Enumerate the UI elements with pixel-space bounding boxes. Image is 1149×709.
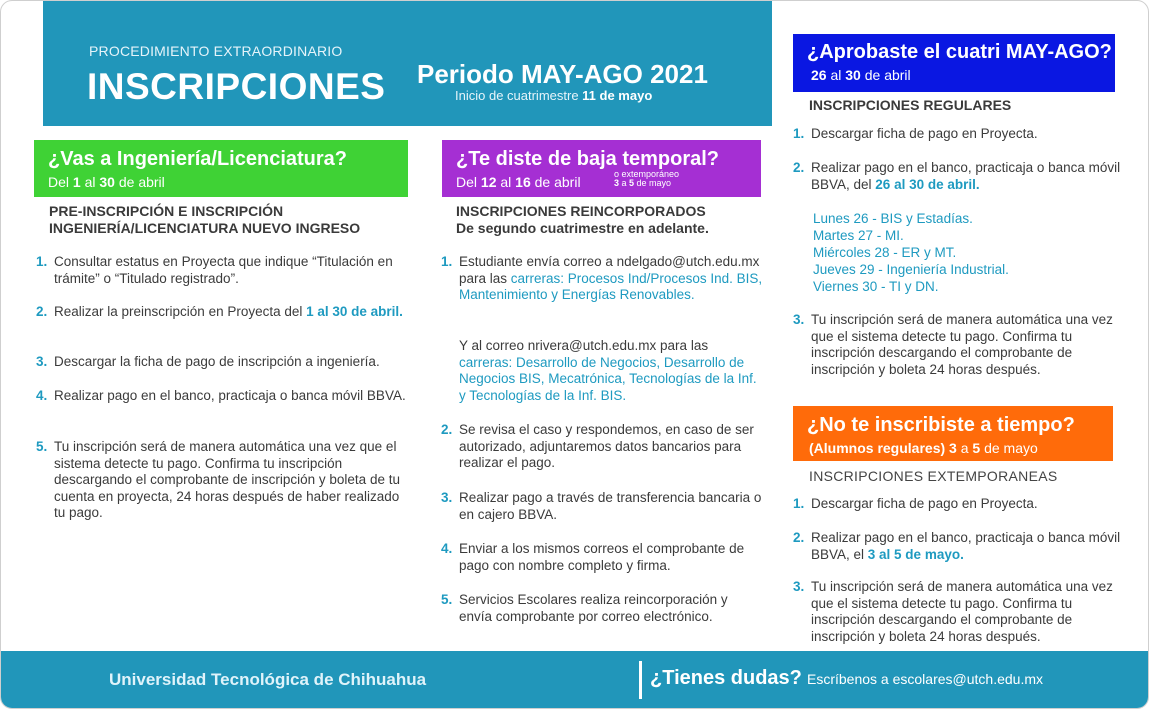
ingenieria-dates xyxy=(48,174,408,190)
regulares-question: ¿Aprobaste el cuatri MAY-AGO? xyxy=(807,41,1112,63)
item-text: Descargar ficha de pago en Proyecta. xyxy=(811,496,1038,511)
extemp-from: 3 xyxy=(614,178,620,188)
item-text: Enviar a los mismos correos el comprobante de pago con nombre completo y firma. xyxy=(459,541,745,573)
schedule-day: Lunes 26 - BIS y Estadías. xyxy=(813,211,973,226)
schedule-day: Viernes 30 - TI y DN. xyxy=(813,279,939,294)
list-item xyxy=(793,496,1123,513)
date-text: al xyxy=(826,67,846,83)
item-text: Tu inscripción será de manera automática una vez que el sistema detecte tu pago. Confirma tu inscripción descargando el comprobante de inscripción y boleta 24 horas después. xyxy=(811,579,1113,644)
baja-section-title xyxy=(456,203,709,237)
item-number: 3. xyxy=(441,490,453,505)
footer-divider xyxy=(639,661,642,699)
date-text: de abril xyxy=(530,174,581,190)
date-text: a xyxy=(956,440,973,456)
extemporaneas-dates xyxy=(807,440,1113,456)
item-number: 4. xyxy=(441,541,453,556)
item-highlight: carreras: Procesos Ind/Procesos Ind. BIS, Mantenimiento y Energías Renovables. xyxy=(459,270,763,302)
item-text-part: Realizar pago en el banco, practicaja o banca móvil BBVA, del xyxy=(811,160,1121,192)
schedule-day: Martes 27 - MI. xyxy=(813,228,904,243)
item-number: 5. xyxy=(36,439,48,454)
date-text: de abril xyxy=(860,67,911,83)
list-item xyxy=(441,422,763,472)
item-text xyxy=(36,304,406,321)
item-text: Consultar estatus en Proyecta que indique “Titulación en trámite” o “Titulado registrado”. xyxy=(54,254,393,286)
extemporaneo-note xyxy=(614,170,679,188)
start-date xyxy=(455,88,652,103)
contact-email[interactable]: Escríbenos a escolares@utch.edu.mx xyxy=(807,671,1043,687)
regulares-section-title: INSCRIPCIONES REGULARES xyxy=(809,97,1012,113)
section-title-line: INSCRIPCIONES REINCORPORADOS xyxy=(456,203,706,219)
item-text: Tu inscripción será de manera automática una vez que el sistema detecte tu pago. Confirma tu inscripción descargando el comprobante de inscripción y boleta de tu cuenta en proyecta, 24 horas después de haber realizado tu pago. xyxy=(54,439,400,520)
item-number: 2. xyxy=(793,160,805,175)
date-to: 30 xyxy=(99,174,115,190)
page-title: INSCRIPCIONES xyxy=(87,66,386,107)
extemp-text: a xyxy=(619,178,630,188)
section-title-line: PRE-INSCRIPCIÓN E INSCRIPCIÓN xyxy=(49,203,284,219)
item-text xyxy=(441,254,763,304)
item-highlight: 3 al 5 de mayo. xyxy=(867,546,964,562)
item-text: Servicios Escolares realiza reincorporación y envía comprobante por correo electrónico. xyxy=(459,592,728,624)
item-text-part: Y al correo nrivera@utch.edu.mx para las xyxy=(459,338,709,353)
extemp-label: o extemporáneo xyxy=(614,169,680,179)
list-item xyxy=(793,530,1123,563)
list-item xyxy=(793,126,1123,143)
item-number: 4. xyxy=(36,388,48,403)
section-title-line: De segundo cuatrimestre en adelante. xyxy=(456,220,709,236)
list-item xyxy=(793,579,1123,645)
extemp-text: de mayo xyxy=(634,178,672,188)
extemporaneas-section-title: INSCRIPCIONES EXTEMPORANEAS xyxy=(809,468,1058,484)
item-text xyxy=(793,160,1123,193)
item-highlight: 1 al 30 de abril. xyxy=(306,304,403,319)
date-to: 16 xyxy=(515,174,531,190)
item-text: Tu inscripción será de manera automática una vez que el sistema detecte tu pago. Confirma tu inscripción descargando el comprobante de inscripción y boleta 24 horas después. xyxy=(811,312,1113,377)
extemporaneas-header xyxy=(793,406,1113,461)
item-number: 3. xyxy=(793,579,805,594)
item-highlight: carreras: Desarrollo de Negocios, Desarrollo de Negocios BIS, Mecatrónica, Tecnologías de la Inf. y Tecnologías de la Inf. BIS. xyxy=(459,354,757,403)
item-number: 2. xyxy=(793,530,805,545)
item-number: 5. xyxy=(441,592,453,607)
questions-label: ¿Tienes dudas? xyxy=(650,667,802,689)
item-text: Descargar ficha de pago en Proyecta. xyxy=(811,126,1038,141)
item-text: Realizar pago en el banco, practicaja o banca móvil BBVA. xyxy=(54,388,406,403)
ingenieria-header xyxy=(34,140,408,197)
date-text: al xyxy=(496,174,516,190)
item-text-part: Realizar la preinscripción en Proyecta del xyxy=(54,304,307,319)
item-number: 1. xyxy=(441,254,453,269)
item-number: 2. xyxy=(441,422,453,437)
schedule-list xyxy=(813,210,1009,295)
regulares-dates xyxy=(807,67,1115,83)
item-number: 3. xyxy=(36,354,48,369)
regulares-header xyxy=(793,34,1115,92)
university-name: Universidad Tecnológica de Chihuahua xyxy=(109,670,427,689)
item-number: 3. xyxy=(793,312,805,327)
date-text: al xyxy=(80,174,100,190)
start-date-value: 11 de mayo xyxy=(582,88,653,103)
date-text: Del xyxy=(48,174,73,190)
list-item xyxy=(793,160,1123,193)
item-number: 1. xyxy=(793,126,805,141)
sub-bold: (Alumnos regulares) xyxy=(809,440,950,456)
list-item xyxy=(441,592,763,625)
item-text-part: Estudiante envía correo a ndelgado@utch.edu.mx para las xyxy=(459,254,760,286)
item-text xyxy=(793,530,1123,563)
list-item xyxy=(36,388,406,405)
list-item xyxy=(441,490,763,523)
extemporaneas-question: ¿No te inscribiste a tiempo? xyxy=(807,414,1075,436)
date-text: de mayo xyxy=(980,440,1038,456)
hero-banner xyxy=(43,1,772,126)
list-item xyxy=(36,254,406,287)
extemp-to: 5 xyxy=(629,178,635,188)
start-prefix: Inicio de cuatrimestre xyxy=(455,88,583,103)
item-text: Se revisa el caso y respondemos, en caso de ser autorizado, adjuntaremos datos bancarios para realizar el pago. xyxy=(459,422,754,470)
baja-header xyxy=(442,140,761,197)
item-number: 1. xyxy=(36,254,48,269)
date-from: 1 xyxy=(72,174,81,190)
baja-dates xyxy=(456,169,761,190)
date-from: 12 xyxy=(480,174,497,190)
list-item xyxy=(36,354,411,371)
ingenieria-section-title xyxy=(49,203,360,237)
list-item xyxy=(36,304,406,321)
date-to: 5 xyxy=(972,440,981,456)
section-title-line: INGENIERÍA/LICENCIATURA NUEVO INGRESO xyxy=(49,220,361,236)
item-text-part: Realizar pago en el banco, practicaja o banca móvil BBVA, el xyxy=(811,530,1121,562)
date-text: de abril xyxy=(114,174,165,190)
list-item xyxy=(441,541,763,574)
baja-question: ¿Te diste de baja temporal? xyxy=(456,148,720,170)
schedule-day: Miércoles 28 - ER y MT. xyxy=(813,245,957,260)
date-text: Del xyxy=(456,174,481,190)
ingenieria-question: ¿Vas a Ingeniería/Licenciatura? xyxy=(48,148,348,170)
procedure-label: PROCEDIMIENTO EXTRAORDINARIO xyxy=(89,43,343,59)
item-number: 1. xyxy=(793,496,805,511)
date-from: 3 xyxy=(949,440,957,456)
list-item xyxy=(36,439,408,522)
date-from: 26 xyxy=(811,67,827,83)
list-item-continued xyxy=(441,338,763,404)
list-item xyxy=(441,254,763,304)
period-title: Periodo MAY-AGO 2021 xyxy=(417,59,708,89)
item-text: Realizar pago a través de transferencia bancaria o en cajero BBVA. xyxy=(459,490,762,522)
item-number: 2. xyxy=(36,304,48,319)
item-text: Descargar la ficha de pago de inscripción a ingeniería. xyxy=(54,354,380,369)
schedule-day: Jueves 29 - Ingeniería Industrial. xyxy=(813,262,1009,277)
item-text xyxy=(441,338,763,404)
footer xyxy=(1,651,1149,709)
item-highlight: 26 al 30 de abril. xyxy=(875,176,980,192)
list-item xyxy=(793,312,1123,378)
date-to: 30 xyxy=(845,67,861,83)
